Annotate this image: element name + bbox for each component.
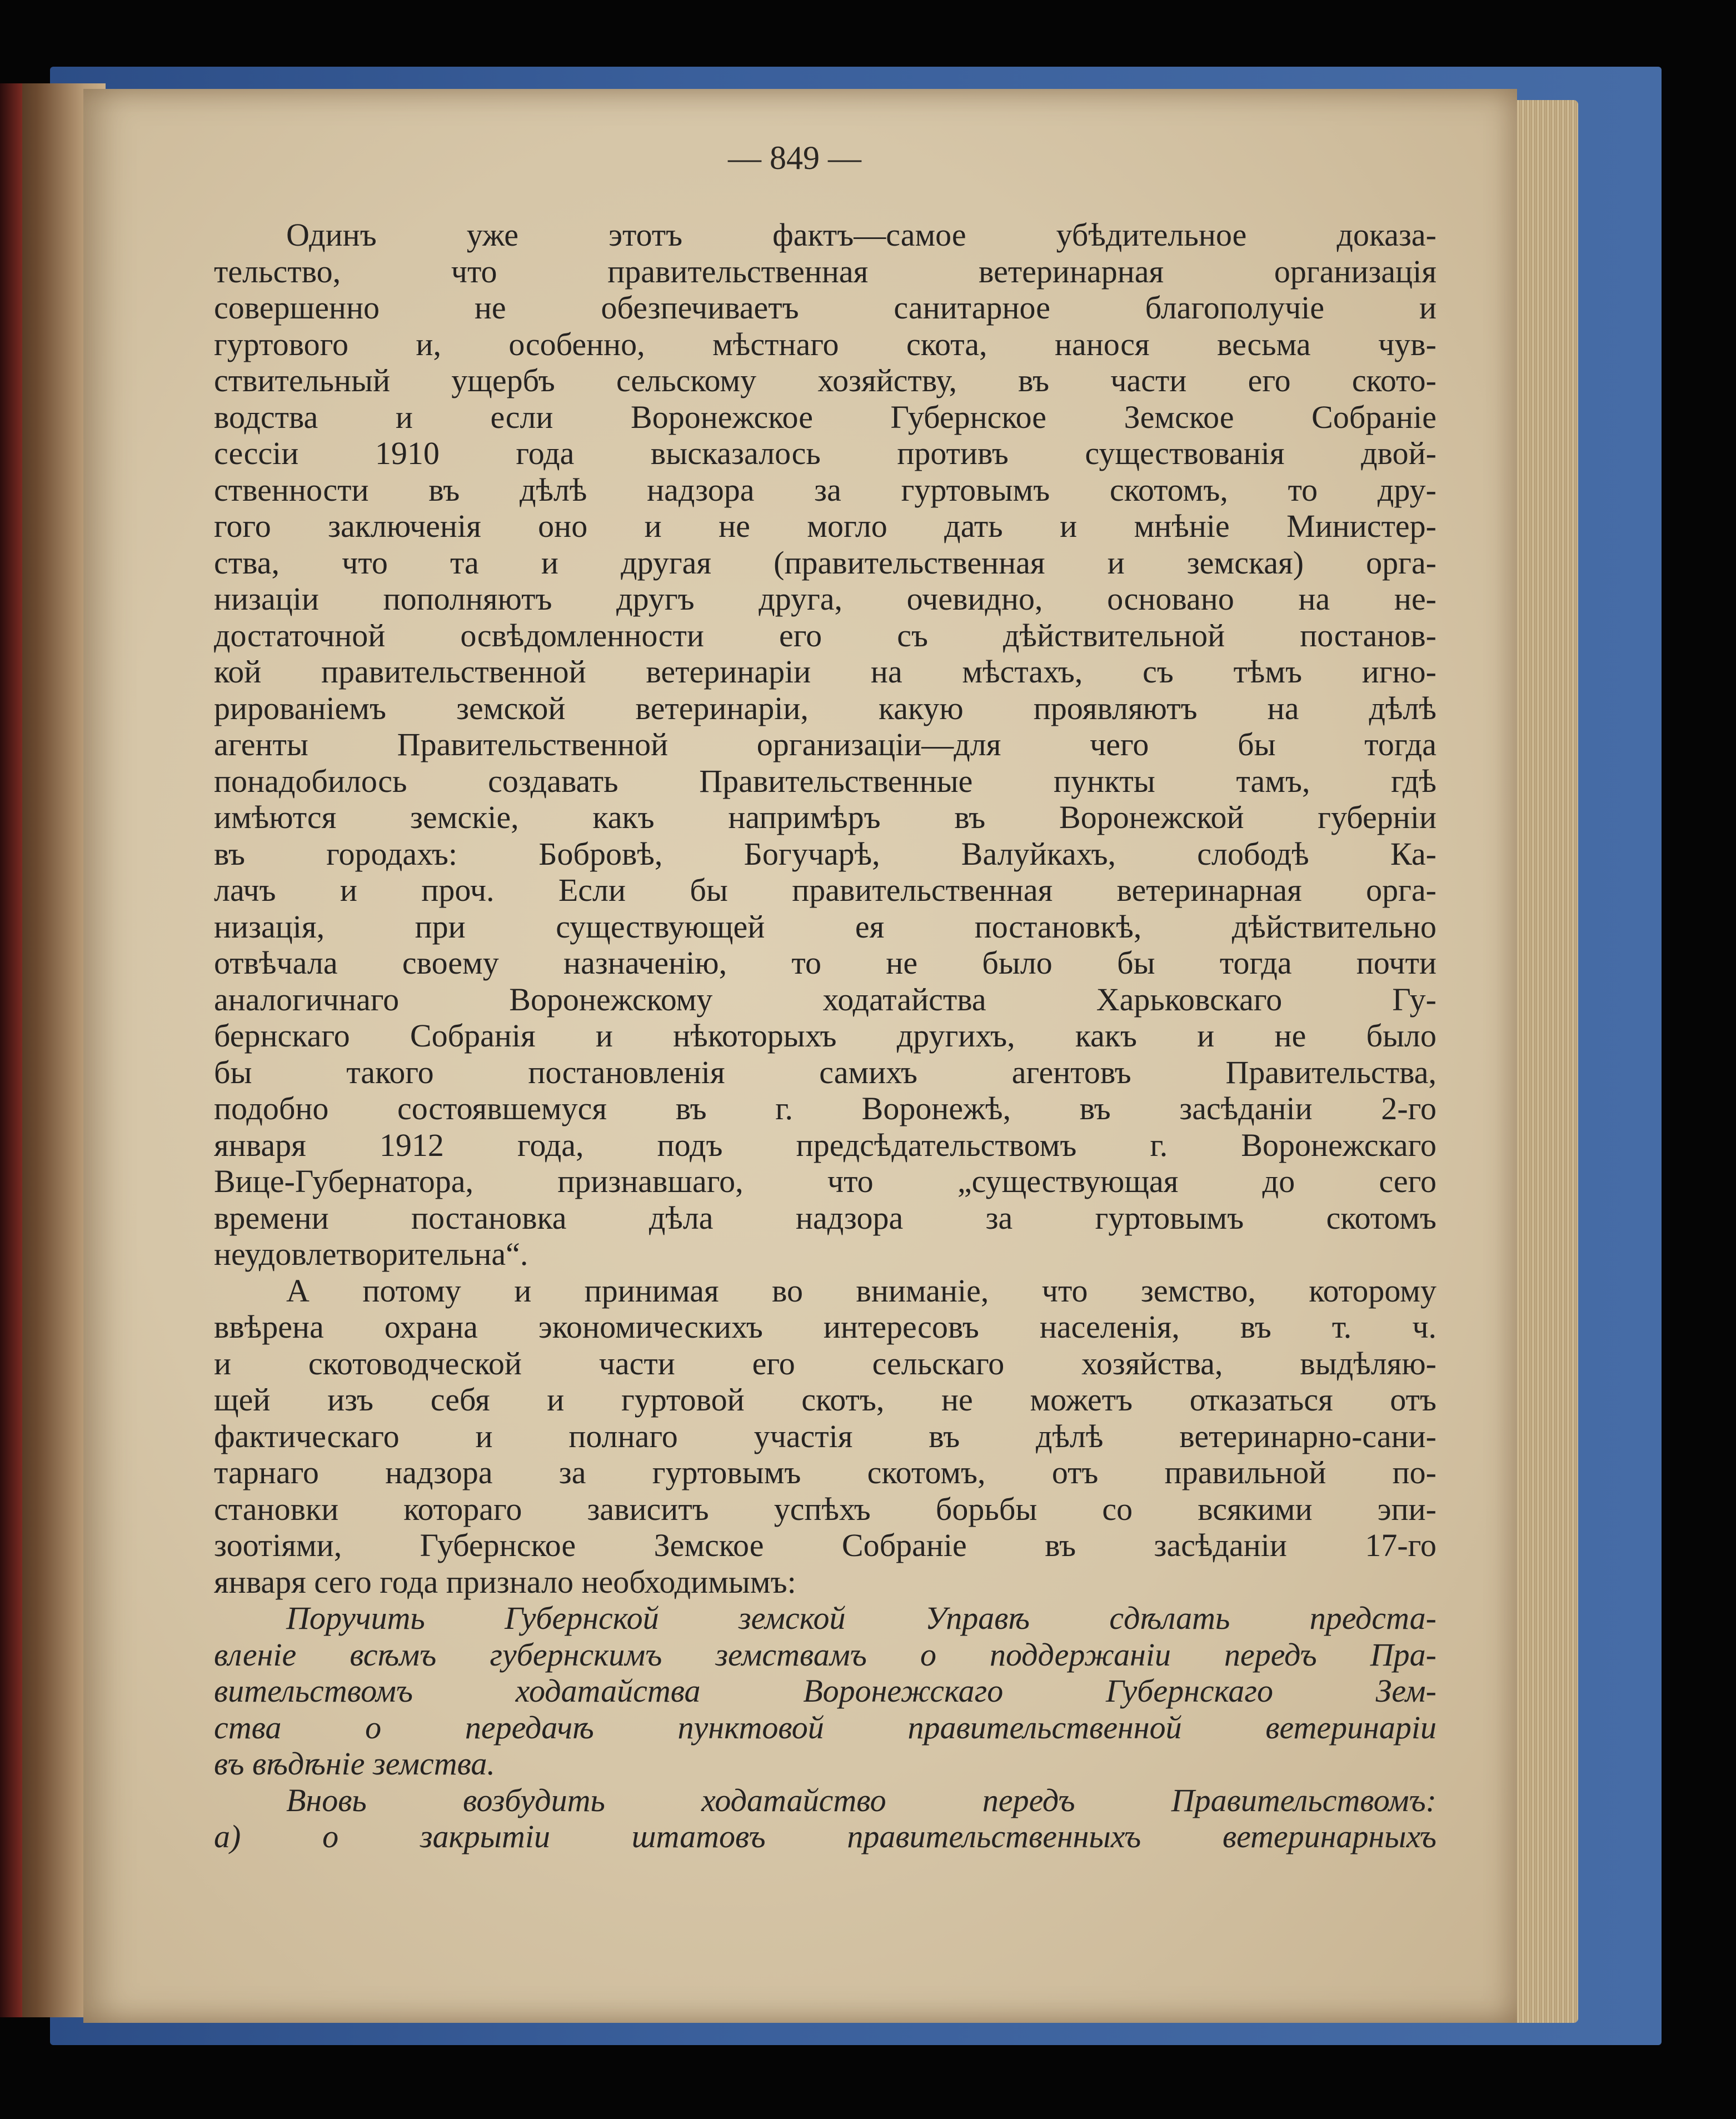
text-line: января сего года признало необходимымъ:	[214, 1563, 796, 1600]
text-line: ввѣрена охрана экономическихъ интересовъ населенiя, въ т. ч.	[214, 1309, 1436, 1345]
text-line: аналогичнаго Воронежскому ходатайства Харьковскаго Гу-	[214, 981, 1436, 1018]
page-number: — 849 —	[728, 139, 861, 176]
text-line: Вновь возбудить ходатайство передъ Правительствомъ:	[286, 1782, 1436, 1818]
text-line: и скотоводческой части его сельскаго хозяйства, выдѣляю-	[214, 1345, 1436, 1382]
text-line: Одинъ уже этотъ фактъ—самое убѣдительное доказа-	[286, 217, 1436, 253]
text-line: щей изъ себя и гуртовой скотъ, не можетъ отказаться отъ	[214, 1382, 1436, 1418]
text-line: водства и если Воронежское Губернское Земское Собранiе	[214, 398, 1436, 435]
text-line: ствительный ущербъ сельскому хозяйству, въ части его ското-	[214, 362, 1436, 398]
text-line: достаточной освѣдомленности его съ дѣйствительной постанов-	[214, 617, 1436, 654]
text-line: въ городахъ: Бобровѣ, Богучарѣ, Валуйкахъ, слободѣ Ка-	[214, 835, 1436, 872]
text-line: гуртового и, особенно, мѣстнаго скота, нанося весьма чув-	[214, 326, 1436, 362]
text-line: вительствомъ ходатайства Воронежскаго Губернскаго Зем-	[214, 1673, 1436, 1709]
text-line: ственности въ дѣлѣ надзора за гуртовымъ скотомъ, то дру-	[214, 471, 1436, 508]
text-line: низацiя, при существующей ея постановкѣ, дѣйствительно	[214, 908, 1436, 945]
text-line: фактическаго и полнаго участiя въ дѣлѣ ветеринарно-сани-	[214, 1418, 1436, 1454]
text-line: Поручить Губернской земской Управѣ сдѣлать предста-	[286, 1600, 1436, 1636]
text-line: Вице-Губернатора, признавшаго, что „существующая до сего	[214, 1163, 1436, 1199]
text-line: подобно состоявшемуся въ г. Воронежѣ, въ засѣданiи 2-го	[214, 1090, 1436, 1126]
text-line: кой правительственной ветеринарiи на мѣстахъ, съ тѣмъ игно-	[214, 654, 1436, 690]
text-line: бернскаго Собранiя и нѣкоторыхъ другихъ, какъ и не было	[214, 1018, 1436, 1054]
text-line: агенты Правительственной организацiи—для чего бы тогда	[214, 726, 1436, 762]
text-line: ства, что та и другая (правительственная и земская) орга-	[214, 544, 1436, 581]
book-binding	[0, 83, 22, 2017]
text-line: имѣются земскiе, какъ напримѣръ въ Воронежской губернiи	[214, 799, 1436, 835]
text-line: неудовлетворительна“.	[214, 1236, 528, 1272]
text-line: января 1912 года, подъ предсѣдательствомъ г. Воронежскаго	[214, 1126, 1436, 1163]
text-line: отвѣчала своему назначенiю, то не было бы тогда почти	[214, 945, 1436, 981]
text-line: гого заключенiя оно и не могло дать и мнѣнiе Министер-	[214, 508, 1436, 544]
text-line: низацiи пополняютъ другъ друга, очевидно, основано на не-	[214, 581, 1436, 617]
text-line: въ вѣдѣнiе земства.	[214, 1746, 495, 1782]
text-line: рированiемъ земской ветеринарiи, какую проявляютъ на дѣлѣ	[214, 690, 1436, 726]
book-page	[83, 89, 1517, 2023]
text-line: понадобилось создавать Правительственные пункты тамъ, гдѣ	[214, 762, 1436, 799]
text-line: лачъ и проч. Если бы правительственная ветеринарная орга-	[214, 872, 1436, 908]
text-line: тарнаго надзора за гуртовымъ скотомъ, отъ правильной по-	[214, 1454, 1436, 1490]
text-line: вленiе всѣмъ губернскимъ земствамъ о поддержанiи передъ Пра-	[214, 1636, 1436, 1673]
text-line: ства о передачѣ пунктовой правительственной ветеринарiи	[214, 1709, 1436, 1746]
text-line: А потому и принимая во вниманiе, что земство, которому	[286, 1272, 1436, 1309]
body-text	[214, 217, 1436, 1855]
text-line: зоотiями, Губернское Земское Собранiе въ засѣданiи 17-го	[214, 1527, 1436, 1563]
text-line: становки котораго зависитъ успѣхъ борьбы со всякими эпи-	[214, 1490, 1436, 1527]
text-line: тельство, что правительственная ветеринарная организацiя	[214, 253, 1436, 290]
text-line: времени постановка дѣла надзора за гуртовымъ скотомъ	[214, 1199, 1436, 1236]
text-line: бы такого постановленiя самихъ агентовъ Правительства,	[214, 1054, 1436, 1090]
text-line: сессiи 1910 года высказалось противъ существованiя двой-	[214, 435, 1436, 471]
text-line: совершенно не обезпечиваетъ санитарное благополучiе и	[214, 290, 1436, 326]
text-line: а) о закрытiи штатовъ правительственныхъ ветеринарныхъ	[214, 1818, 1436, 1854]
